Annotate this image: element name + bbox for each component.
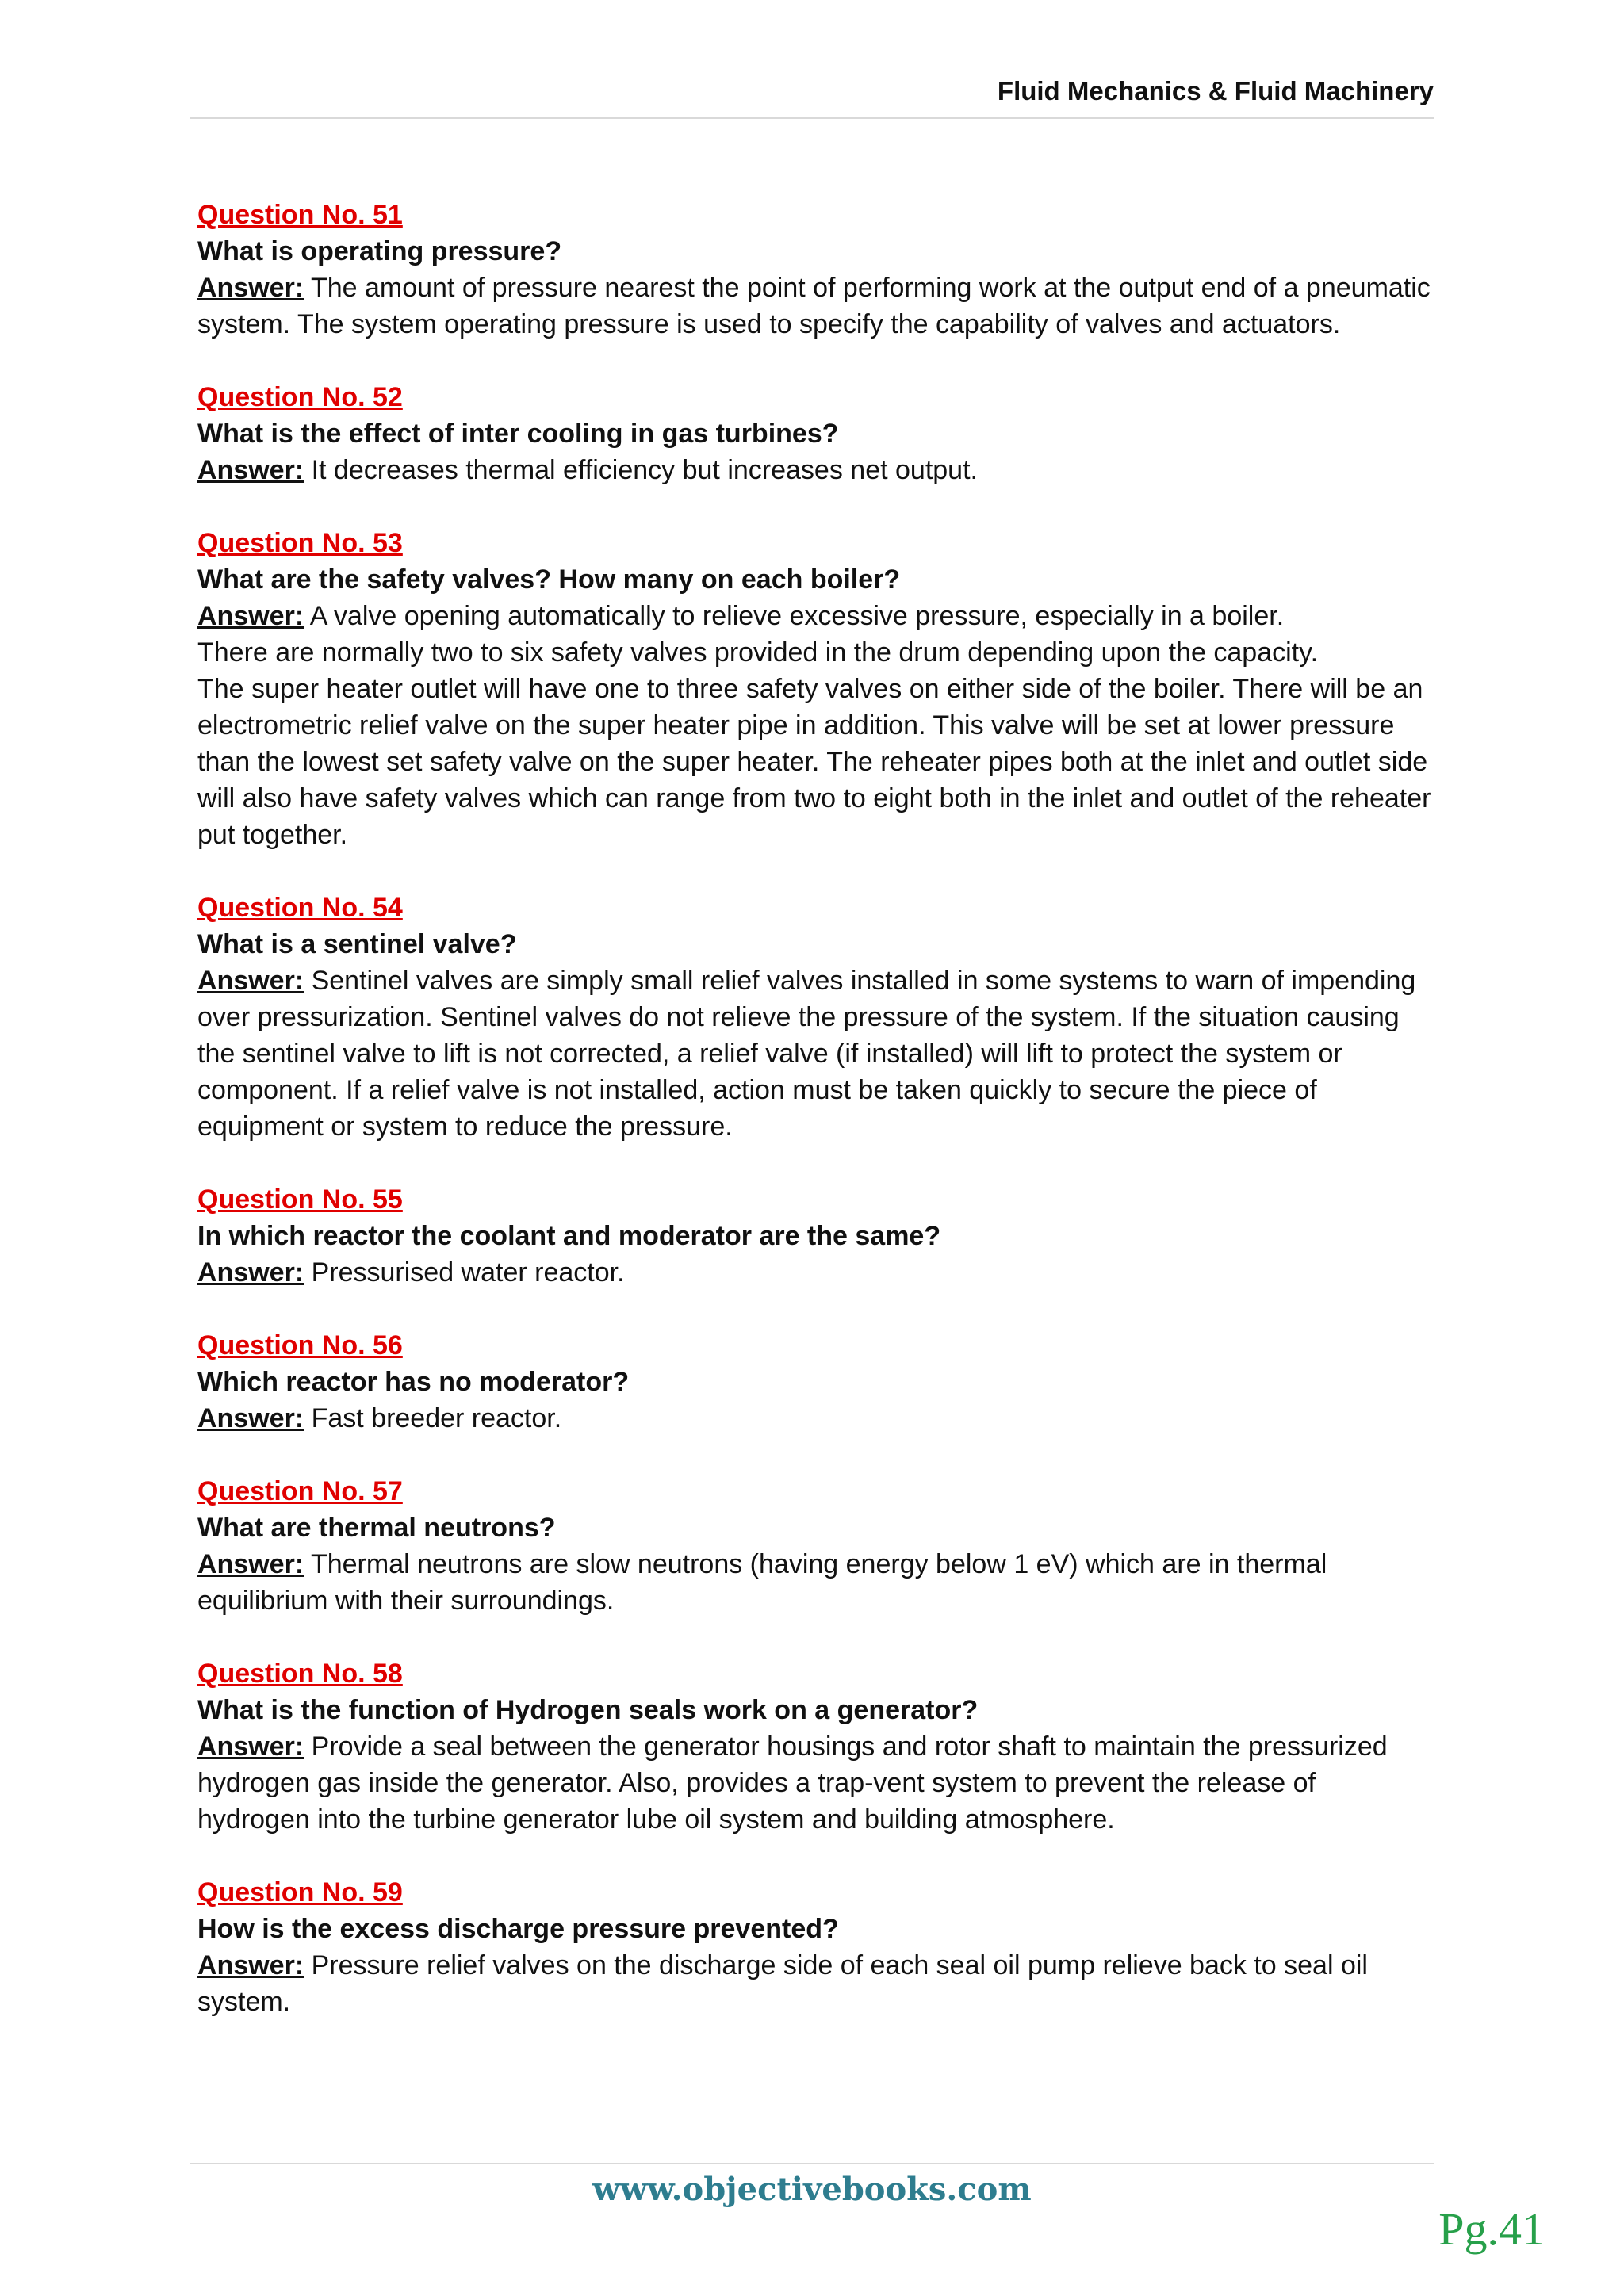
question-number: Question No. 59 xyxy=(197,1877,403,1908)
question-text: In which reactor the coolant and moderator are the same? xyxy=(197,1221,941,1251)
qa-list xyxy=(197,197,1434,2057)
question-number: Question No. 54 xyxy=(197,893,403,923)
question-number: Question No. 51 xyxy=(197,200,403,230)
answer xyxy=(197,1400,1434,1437)
qa-item xyxy=(197,1473,1434,1619)
question-number: Question No. 58 xyxy=(197,1659,403,1689)
qa-item xyxy=(197,1874,1434,2020)
answer-label: Answer: xyxy=(197,1950,304,1980)
answer xyxy=(197,452,1434,488)
footer-website: www.objectivebooks.com xyxy=(592,2171,1032,2208)
answer xyxy=(197,1546,1434,1619)
question-number: Question No. 52 xyxy=(197,382,403,412)
answer-label: Answer: xyxy=(197,1732,304,1762)
qa-item xyxy=(197,525,1434,853)
answer-label: Answer: xyxy=(197,273,304,303)
answer xyxy=(197,1254,1434,1291)
question-text: What is the function of Hydrogen seals work on a generator? xyxy=(197,1695,979,1725)
question-text: What is the effect of inter cooling in gas turbines? xyxy=(197,419,839,449)
page-number: Pg.41 xyxy=(1438,2203,1545,2255)
question-number: Question No. 57 xyxy=(197,1476,403,1506)
qa-item xyxy=(197,1327,1434,1437)
answer-text: Sentinel valves are simply small relief valves installed in some systems to warn of impending over pressurization. Sentinel valves do not relieve the pressure of the system. If the situation causing the sentinel valve to lift is not corrected, a relief valve (if installed) will lift to protect the system or component. If a relief valve is not installed, action must be taken quickly to secure the piece of equipment or system to reduce the pressure. xyxy=(197,966,1416,1142)
question-number: Question No. 53 xyxy=(197,528,403,558)
question-number: Question No. 56 xyxy=(197,1330,403,1360)
answer-label: Answer: xyxy=(197,1403,304,1433)
header-title: Fluid Mechanics & Fluid Machinery xyxy=(997,76,1434,105)
qa-item xyxy=(197,197,1434,342)
question-number: Question No. 55 xyxy=(197,1184,403,1215)
answer-text: Pressure relief valves on the discharge side of each seal oil pump relieve back to seal oil system. xyxy=(197,1950,1368,2017)
footer-divider xyxy=(190,2163,1434,2164)
answer xyxy=(197,270,1434,342)
answer-text: Pressurised water reactor. xyxy=(304,1257,625,1288)
question-text: What is a sentinel valve? xyxy=(197,929,517,959)
answer-label: Answer: xyxy=(197,966,304,996)
qa-item xyxy=(197,1181,1434,1291)
answer-text: It decreases thermal efficiency but increases net output. xyxy=(304,455,978,485)
page-header xyxy=(190,76,1434,119)
answer xyxy=(197,1947,1434,2020)
answer xyxy=(197,598,1434,853)
answer-label: Answer: xyxy=(197,601,304,631)
answer-text: Provide a seal between the generator housings and rotor shaft to maintain the pressurized hydrogen gas inside the generator. Also, provides a trap-vent system to prevent the release of hydrogen into the turbine generator lube oil system and building atmosphere. xyxy=(197,1732,1388,1835)
qa-item xyxy=(197,1655,1434,1838)
answer-label: Answer: xyxy=(197,1549,304,1579)
answer-text: A valve opening automatically to relieve excessive pressure, especially in a boiler. There are normally two to six safety valves provided in the drum depending upon the capacity. The super heater outlet will have one to three safety valves on either side of the boiler. There will be an electrometric relief valve on the super heater pipe in addition. This valve will be set at lower pressure than the lowest set safety valve on the super heater. The reheater pipes both at the inlet and outlet side will also have safety valves which can range from two to eight both in the inlet and outlet of the reheater put together. xyxy=(197,601,1431,850)
qa-item xyxy=(197,379,1434,488)
answer xyxy=(197,1728,1434,1838)
question-text: What are the safety valves? How many on each boiler? xyxy=(197,564,901,595)
question-text: Which reactor has no moderator? xyxy=(197,1367,630,1397)
answer xyxy=(197,962,1434,1145)
qa-item xyxy=(197,890,1434,1145)
answer-label: Answer: xyxy=(197,455,304,485)
answer-text: Thermal neutrons are slow neutrons (having energy below 1 eV) which are in thermal equilibrium with their surroundings. xyxy=(197,1549,1327,1616)
question-text: What are thermal neutrons? xyxy=(197,1513,556,1543)
question-text: How is the excess discharge pressure prevented? xyxy=(197,1914,839,1944)
answer-text: The amount of pressure nearest the point of performing work at the output end of a pneumatic system. The system operating pressure is used to specify the capability of valves and actuators. xyxy=(197,273,1431,339)
answer-text: Fast breeder reactor. xyxy=(304,1403,562,1433)
question-text: What is operating pressure? xyxy=(197,236,562,266)
answer-label: Answer: xyxy=(197,1257,304,1288)
